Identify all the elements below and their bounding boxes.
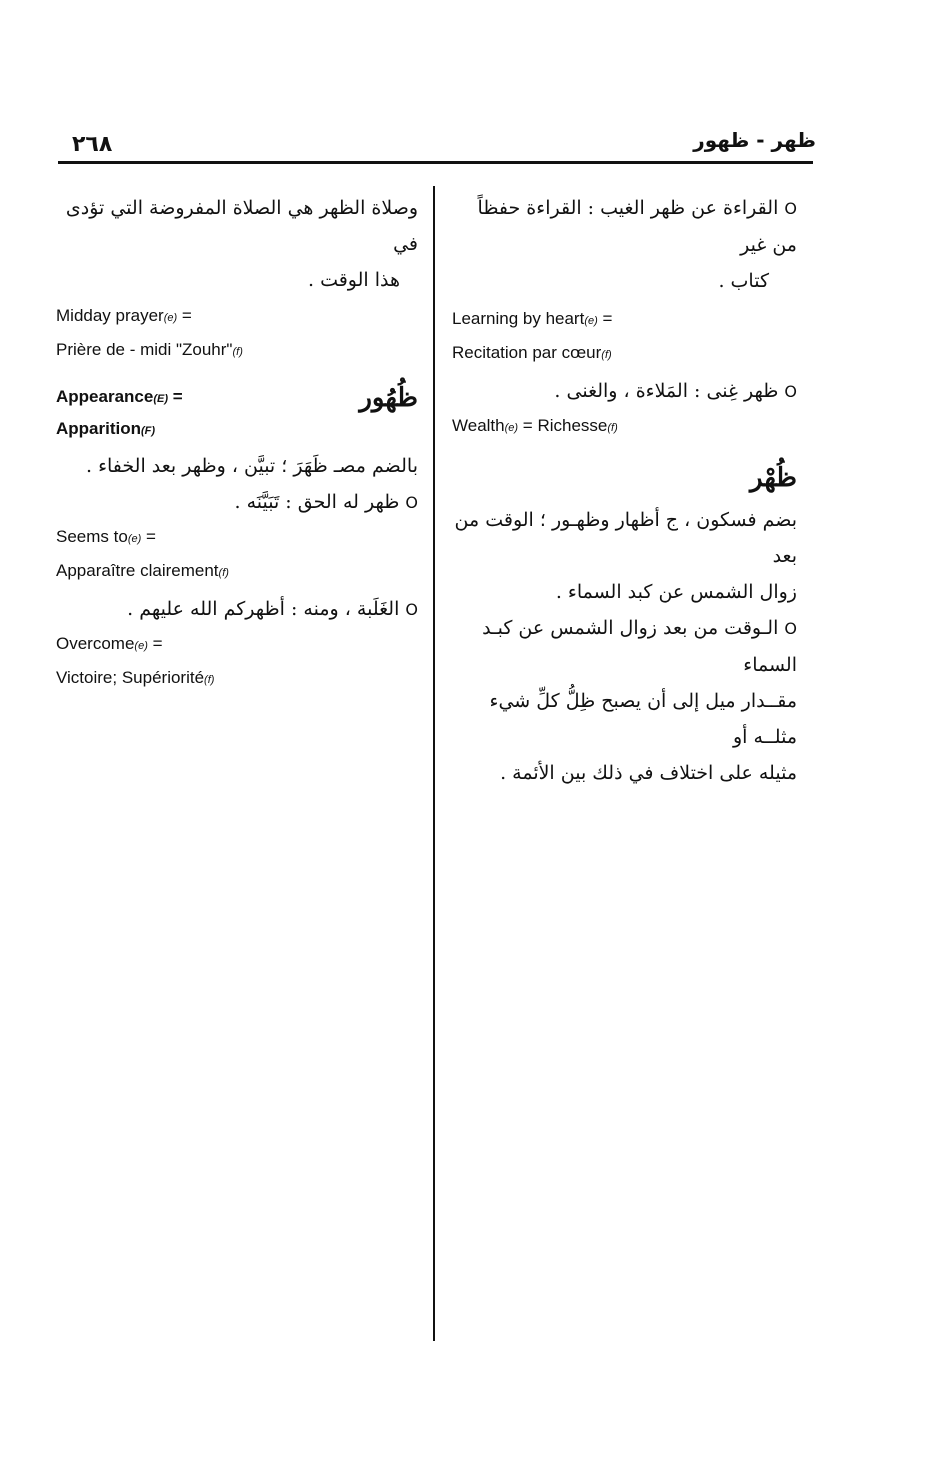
definition-block <box>56 448 418 521</box>
language-tag: (F) <box>141 425 156 437</box>
running-head: ظهر - ظهور <box>693 128 816 152</box>
arabic-text: بالضم مصـ ظَهَرَ ؛ تبيَّن ، وظهر بعد الخفاء . <box>86 455 418 477</box>
language-tag: (f) <box>601 349 612 361</box>
language-tag: (f) <box>218 567 229 579</box>
language-tag: (e) <box>163 312 178 324</box>
english-translation: Midday prayer <box>56 306 164 325</box>
equals-sign: = <box>152 634 163 653</box>
english-translation: Appearance <box>56 387 154 406</box>
arabic-text: زوال الشمس عن كبد السماء . <box>555 581 797 603</box>
column-divider <box>433 186 435 1341</box>
arabic-text: مقــدار ميل إلى أن يصبح ظِلُّ كلِّ شيء مثلــه أو <box>489 690 797 748</box>
definition-block <box>452 502 797 791</box>
right-column <box>452 190 797 791</box>
entry-wealth <box>452 373 797 410</box>
english-translation: Overcome <box>56 634 135 653</box>
arabic-text: الـوقت من بعد زوال الشمس عن كبـد السماء <box>482 617 797 676</box>
arabic-text: هذا الوقت . <box>307 269 400 291</box>
bullet-marker: O <box>405 600 418 619</box>
language-tag: (E) <box>153 393 168 405</box>
translation-block <box>452 303 797 371</box>
arabic-text: القراءة عن ظهر الغيب : القراءة حفظاً من غير <box>477 197 797 256</box>
bullet-marker: O <box>784 382 797 401</box>
language-tag: (e) <box>134 640 148 652</box>
language-tag: (e) <box>584 315 598 327</box>
language-tag: (f) <box>204 674 215 686</box>
equals-sign: = <box>146 527 156 546</box>
english-translation: Seems to <box>56 527 128 546</box>
headword-translation <box>56 378 183 446</box>
headword-row <box>56 378 418 440</box>
translation-block <box>56 628 418 696</box>
headword-zuhr: ظُهْر <box>749 463 797 493</box>
english-translation: Learning by heart <box>452 309 585 328</box>
equals-sign: = <box>602 309 613 328</box>
arabic-text: وصلاة الظهر هي الصلاة المفروضة التي تؤدى في <box>65 197 418 255</box>
arabic-text: مثيله على اختلاف في ذلك بين الأئمة . <box>500 762 797 784</box>
french-translation: Victoire; Supériorité <box>56 668 205 687</box>
translation-block <box>452 410 797 444</box>
arabic-text: بضم فسكون ، ج أظهار وظهـور ؛ الوقت من بعد <box>454 509 797 567</box>
translation-block <box>56 300 418 368</box>
translation-block <box>56 521 418 589</box>
french-translation: Richesse <box>537 416 608 435</box>
arabic-text: ظهر غِنى : المَلاءة ، والغنى . <box>554 380 779 402</box>
bullet-marker: O <box>784 199 797 218</box>
entry-midday-prayer <box>56 190 418 298</box>
arabic-text: كتاب . <box>718 270 769 292</box>
french-translation: Apparaître clairement <box>56 561 219 580</box>
headword-zuhur: ظُهُور <box>359 383 418 413</box>
language-tag: (e) <box>127 533 142 545</box>
english-translation: Wealth <box>452 416 505 435</box>
arabic-text: ظهر له الحق : تَبَيَّنَه . <box>234 491 400 513</box>
left-column <box>56 190 418 696</box>
bullet-marker: O <box>405 493 418 512</box>
equals-sign: = <box>181 306 192 325</box>
equals-sign: = <box>172 387 183 406</box>
french-translation: Recitation par cœur <box>452 343 602 362</box>
language-tag: (f) <box>607 422 618 434</box>
language-tag: (e) <box>504 422 519 434</box>
equals-sign: = <box>522 416 533 435</box>
arabic-text: الغَلَبة ، ومنه : أظهركم الله عليهم . <box>127 598 400 620</box>
french-translation: Apparition <box>56 419 141 438</box>
header-rule <box>58 161 813 164</box>
bullet-marker: O <box>784 619 797 638</box>
entry-reading-by-heart <box>452 190 797 299</box>
entry-overcome <box>56 591 418 628</box>
language-tag: (f) <box>232 346 243 358</box>
page-number: ٢٦٨ <box>72 132 113 157</box>
french-translation: Prière de - midi "Zouhr" <box>56 340 233 359</box>
